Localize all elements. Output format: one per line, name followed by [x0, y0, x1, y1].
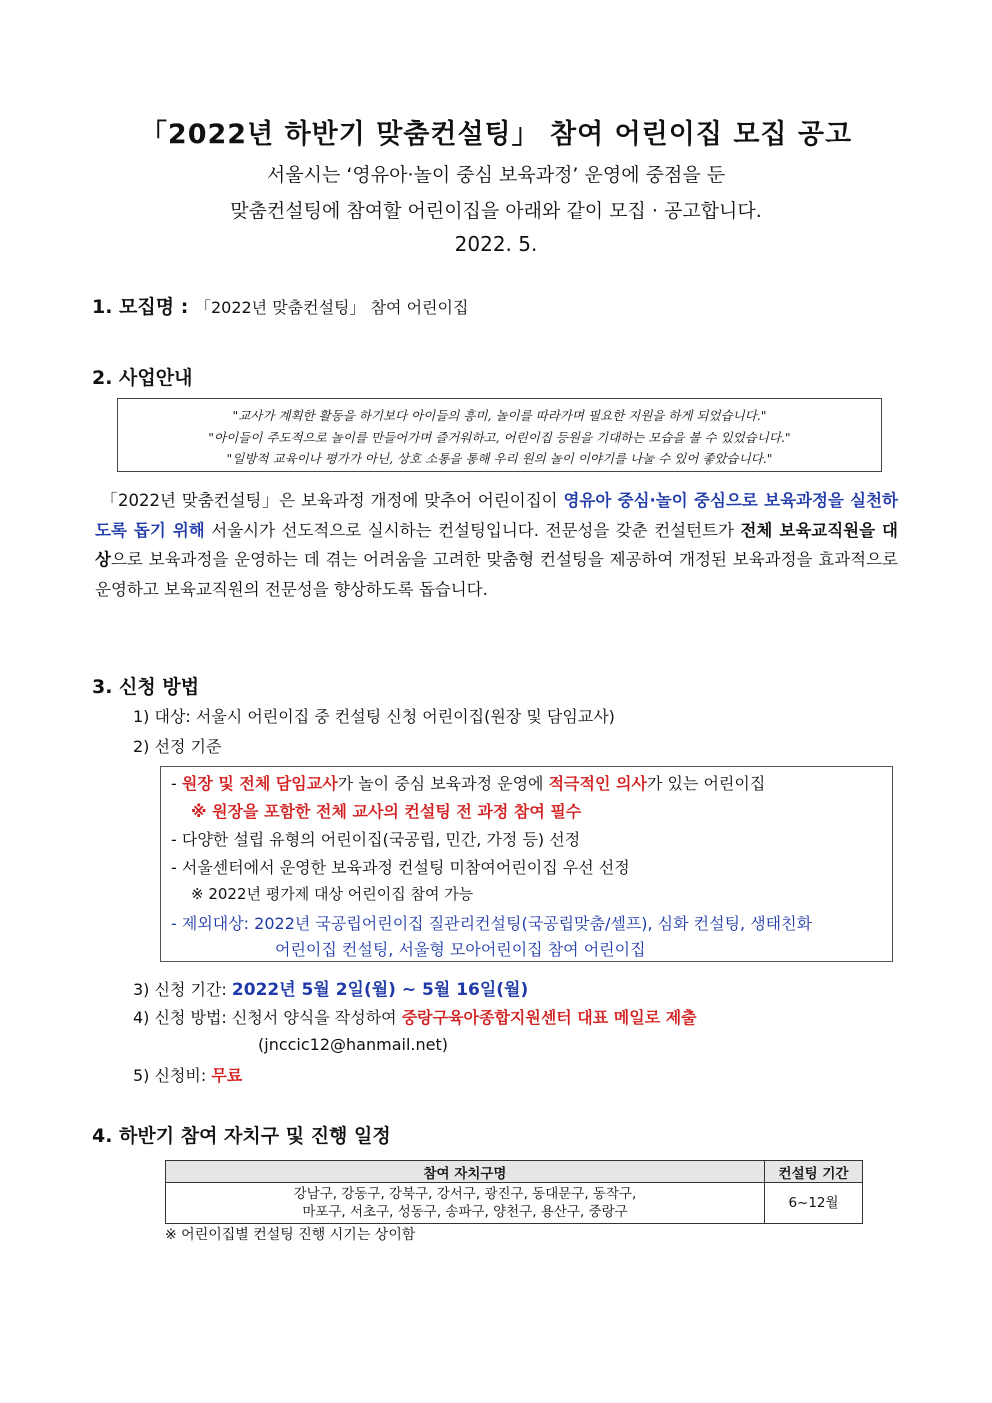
para-part-3: 서울시가 선도적으로 실시하는 컨설팅입니다. 전문성을 갖춘 컨설턴트가 — [204, 520, 741, 540]
criteria-highlight-intent: 적극적인 의사 — [548, 774, 647, 793]
announcement-date: 2022. 5. — [454, 232, 538, 256]
apply-method — [133, 1005, 697, 1028]
criteria-line-excluded — [171, 911, 812, 934]
excluded-line-1: 2022년 국공립어린이집 질관리컨설팅(국공립맞춤/셀프), 심화 컨설팅, 생태친화 — [254, 914, 813, 933]
quote-line-3: "일방적 교육이나 평가가 아닌, 상호 소통을 통해 우리 원의 놀이 이야기를 나눌 수 있어 좋았습니다." — [226, 451, 773, 466]
districts-cell — [166, 1183, 765, 1224]
selection-criteria-label: 2) 선정 기준 — [133, 737, 222, 756]
apply-period-label: 3) 신청 기간: — [133, 980, 232, 999]
testimonial-quote-box — [117, 398, 882, 472]
criteria-highlight-staff: 원장 및 전체 담임교사 — [181, 774, 338, 793]
excluded-label: - 제외대상: — [171, 914, 255, 933]
apply-target: 1) 대상: 서울시 어린이집 중 컨설팅 신청 어린이집(원장 및 담임교사) — [133, 707, 615, 726]
excluded-line-2: 어린이집 컨설팅, 서울형 모아어린이집 참여 어린이집 — [275, 940, 646, 959]
col-header-period: 컨설팅 기간 — [765, 1161, 863, 1183]
criteria-line-2: - 다양한 설립 유형의 어린이집(국공립, 민간, 가정 등) 선정 — [171, 830, 581, 849]
criteria-line-1 — [171, 771, 765, 794]
period-cell: 6~12월 — [765, 1183, 863, 1224]
apply-method-label: 4) 신청 방법: 신청서 양식을 작성하여 — [133, 1008, 402, 1027]
apply-fee-label: 5) 신청비: — [133, 1066, 212, 1085]
table-header-row — [166, 1161, 863, 1183]
quote-line-1: "교사가 계획한 활동을 하기보다 아이들의 흥미, 놀이를 따라가며 필요한 지원을 하게 되었습니다." — [232, 408, 767, 423]
page-title: 「2022년 하반기 맞춤컨설팅」 참여 어린이집 모집 공고 — [139, 119, 853, 150]
quote-line-2: "아이들이 주도적으로 놀이를 만들어가며 즐거워하고, 어린이집 등원을 기대하는 모습을 볼 수 있었습니다." — [208, 429, 791, 445]
criteria-text-end: 가 있는 어린이집 — [646, 774, 766, 793]
program-description — [95, 486, 898, 604]
apply-fee-value: 무료 — [211, 1066, 243, 1085]
criteria-note-evaluation: ※ 2022년 평가제 대상 어린이집 참여 가능 — [191, 885, 474, 903]
section1-heading — [92, 292, 468, 319]
schedule-table — [165, 1160, 863, 1224]
section2-heading: 2. 사업안내 — [92, 367, 193, 389]
criteria-text-mid: 가 놀이 중심 보육과정 운영에 — [337, 774, 549, 793]
criteria-line-3: - 서울센터에서 운영한 보육과정 컨설팅 미참여어린이집 우선 선정 — [171, 858, 630, 877]
apply-method-value: 중랑구육아종합지원센터 대표 메일로 제출 — [401, 1008, 697, 1027]
apply-period — [133, 975, 528, 1000]
criteria-dash: - — [171, 774, 182, 793]
subtitle-line-2: 맞춤컨설팅에 참여할 어린이집을 아래와 같이 모집 · 공고합니다. — [230, 200, 762, 222]
criteria-note-required: ※ 원장을 포함한 전체 교사의 컨설팅 전 과정 참여 필수 — [191, 802, 582, 821]
apply-fee — [133, 1063, 242, 1086]
districts-line-2: 마포구, 서초구, 성동구, 송파구, 양천구, 용산구, 중랑구 — [302, 1204, 628, 1220]
schedule-note: ※ 어린이집별 컨설팅 진행 시기는 상이함 — [165, 1227, 416, 1243]
subtitle-line-1: 서울시는 ‘영유아·놀이 중심 보육과정’ 운영에 중점을 둔 — [266, 164, 726, 186]
para-highlight-target: 전체 보육교직원을 대상 — [95, 520, 898, 569]
para-part-5: 으로 보육과정을 운영하는 데 겪는 어려움을 고려한 맞춤형 컨설팅을 제공하여 개정된 보육과정을 효과적으로 운영하고 보육교직원의 전문성을 향상하도록 돕습니다. — [95, 550, 898, 599]
apply-period-value: 2022년 5월 2일(월) ~ 5월 16일(월) — [231, 980, 529, 1000]
para-part-1: 「2022년 맞춤컨설팅」은 보육과정 개정에 맞추어 어린이집이 — [100, 491, 564, 510]
selection-criteria-box — [160, 766, 893, 962]
contact-email: (jnccic12@hanmail.net) — [258, 1035, 448, 1054]
districts-line-1: 강남구, 강동구, 강북구, 강서구, 광진구, 동대문구, 동작구, — [293, 1186, 637, 1202]
col-header-districts: 참여 자치구명 — [166, 1161, 765, 1183]
section3-heading: 3. 신청 방법 — [92, 676, 200, 698]
section1-heading-text: 1. 모집명 : — [92, 296, 189, 318]
para-highlight-goal: 영유아 중심·놀이 중심으로 보육과정을 실천하도록 돕기 위해 — [95, 491, 898, 540]
table-row — [166, 1183, 863, 1224]
section1-content: 「2022년 맞춤컨설팅」 참여 어린이집 — [194, 298, 469, 317]
section4-heading: 4. 하반기 참여 자치구 및 진행 일정 — [92, 1125, 391, 1147]
